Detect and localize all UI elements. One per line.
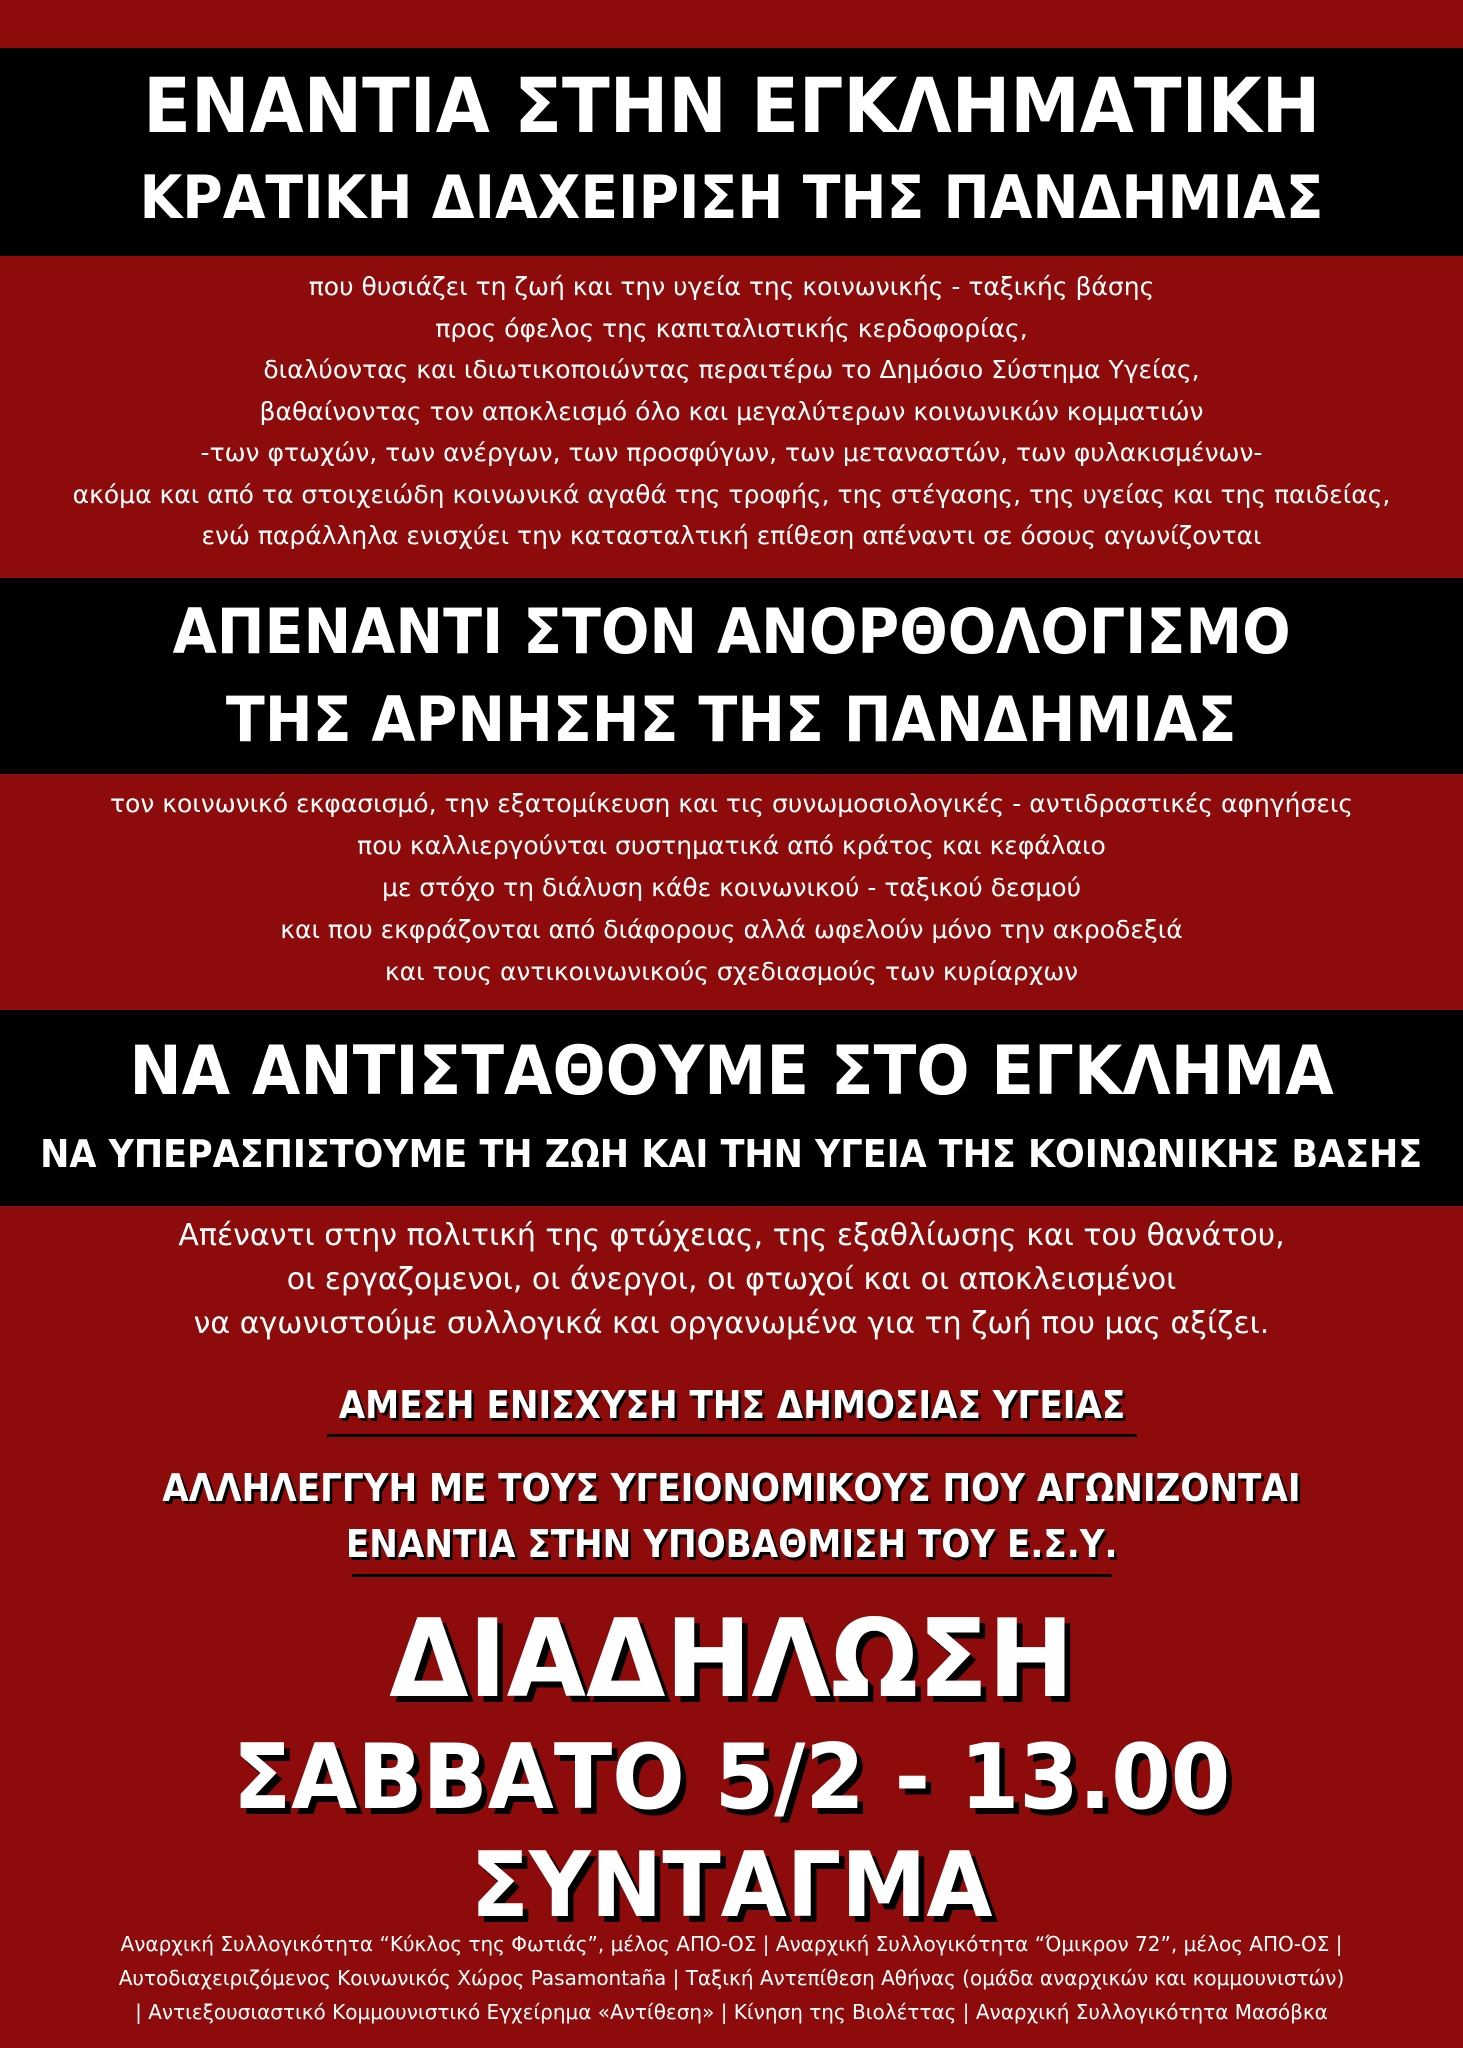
demand-2 [0,1460,1463,1577]
footer-line-1: Αναρχική Συλλογικότητα “Κύκλος της Φωτιάς”, μέλος ΑΠΟ-ΟΣ | Αναρχική Συλλογικότητα “Όμικρον 72”, μέλος ΑΠΟ-ΟΣ | [120,1932,1343,1956]
headline-1-line-2: ΚΡΑΤΙΚΗ ΔΙΑΧΕΙΡΙΣΗ ΤΗΣ ΠΑΝΔΗΜΙΑΣ [139,163,1324,233]
headline-band-3 [0,1010,1463,1206]
body-2-line-3: με στόχο τη διάλυση κάθε κοινωνικού - ταξικού δεσμού [381,873,1082,902]
event-place: ΣΥΝΤΑΓΜΑ [470,1833,993,1938]
headline-1-line-1: ΕΝΑΝΤΙΑ ΣΤΗΝ ΕΓΚΛΗΜΑΤΙΚΗ [142,61,1321,150]
body-1-line-4: βαθαίνοντας τον αποκλεισμό όλο και μεγαλύτερων κοινωνικών κομματιών [259,396,1204,426]
body-2-line-2: που καλλιεργούνται συστηματικά από κράτος και κεφάλαιο [357,831,1106,860]
demand-2-text-line-2: ΕΝΑΝΤΙΑ ΣΤΗΝ ΥΠΟΒΑΘΜΙΣΗ ΤΟΥ Ε.Σ.Υ. [345,1522,1118,1566]
footer-line-2: Αυτοδιαχειριζόμενος Κοινωνικός Χώρος Pasamontaña | Ταξική Αντεπίθεση Αθήνας (ομάδα αναρχικών και κομμουνιστών) [118,1966,1345,1990]
headline-3-line-1: ΝΑ ΑΝΤΙΣΤΑΘΟΥΜΕ ΣΤΟ ΕΓΚΛΗΜΑ [129,1032,1334,1111]
body-text-1 [0,266,1463,557]
headline-2-line-1: ΑΠΕΝΑΝΤΙ ΣΤΟΝ ΑΝΟΡΘΟΛΟΓΙΣΜΟ [172,595,1291,668]
demand-1-underline [327,1434,1137,1437]
headline-3-line-2: ΝΑ ΥΠΕΡΑΣΠΙΣΤΟΥΜΕ ΤΗ ΖΩΗ ΚΑΙ ΤΗΝ ΥΓΕΙΑ ΤΗΣ ΚΟΙΝΩΝΙΚΗΣ ΒΑΣΗΣ [40,1132,1423,1176]
demand-1-text: ΑΜΕΣΗ ΕΝΙΣΧΥΣΗ ΤΗΣ ΔΗΜΟΣΙΑΣ ΥΓΕΙΑΣ [338,1383,1125,1427]
body-1-line-1: που θυσιάζει τη ζωή και την υγεία της κοινωνικής - ταξικής βάσης [308,272,1155,301]
footer-line-3: | Αντιεξουσιαστικό Κομμουνιστικό Εγχείρημα «Αντίθεση» | Κίνηση της Βιολέττας | Αναρχική Συλλογικότητα Μασόβκα [135,2000,1328,2024]
body-1-line-2: προς όφελος της καπιταλιστικής κερδοφορίας, [435,313,1028,343]
event-title: ΔΙΑΔΗΛΩΣΗ [389,1597,1074,1722]
body-text-3 [0,1214,1463,1346]
body-3-line-2: οι εργαζομενοι, οι άνεργοι, οι φτωχοί και οι αποκλεισμένοι [286,1262,1177,1297]
body-2-line-1: τον κοινωνικό εκφασισμό, την εξατομίκευση και τις συνωμοσιολογικές - αντιδραστικές αφηγήσεις [109,789,1354,818]
headline-band-1 [0,48,1463,256]
body-1-line-6: ακόμα και από τα στοιχειώδη κοινωνικά αγαθά της τροφής, της στέγασης, της υγείας και της παιδείας, [72,479,1391,509]
body-2-line-4: και που εκφράζονται από διάφορους αλλά ωφελούν μόνο την ακροδεξιά [280,915,1183,944]
body-3-line-3: να αγωνιστούμε συλλογικά και οργανωμένα για τη ζωή που μας αξίζει. [193,1306,1270,1341]
body-text-2 [0,783,1463,993]
body-2-line-5: και τους αντικοινωνικούς σχεδιασμούς των κυρίαρχων [384,957,1079,986]
headline-2-line-2: ΤΗΣ ΑΡΝΗΣΗΣ ΤΗΣ ΠΑΝΔΗΜΙΑΣ [226,683,1237,756]
event-datetime: ΣΑΒΒΑΤΟ 5/2 - 13.00 [232,1725,1231,1830]
body-3-line-1: Απέναντι στην πολιτική της φτώχειας, της εξαθλίωσης και του θανάτου, [178,1218,1285,1253]
body-1-line-3: διαλύοντας και ιδιωτικοποιώντας περαιτέρω το Δημόσιο Σύστημα Υγείας, [263,355,1200,384]
demand-2-underline [352,1574,1112,1577]
demand-2-text-line-1: ΑΛΛΗΛΕΓΓΥΗ ΜΕ ΤΟΥΣ ΥΓΕΙΟΝΟΜΙΚΟΥΣ ΠΟΥ ΑΓΩΝΙΖΟΝΤΑΙ [162,1466,1301,1510]
signatories-footer [0,1927,1463,2029]
headline-band-2 [0,578,1463,774]
body-1-line-7: ενώ παράλληλα ενισχύει την κατασταλτική επίθεση απέναντι σε όσους αγωνίζονται [201,521,1262,550]
body-1-line-5: -των φτωχών, των ανέργων, των προσφύγων, των μεταναστών, των φυλακισμένων- [200,438,1263,467]
demand-1 [0,1380,1463,1437]
